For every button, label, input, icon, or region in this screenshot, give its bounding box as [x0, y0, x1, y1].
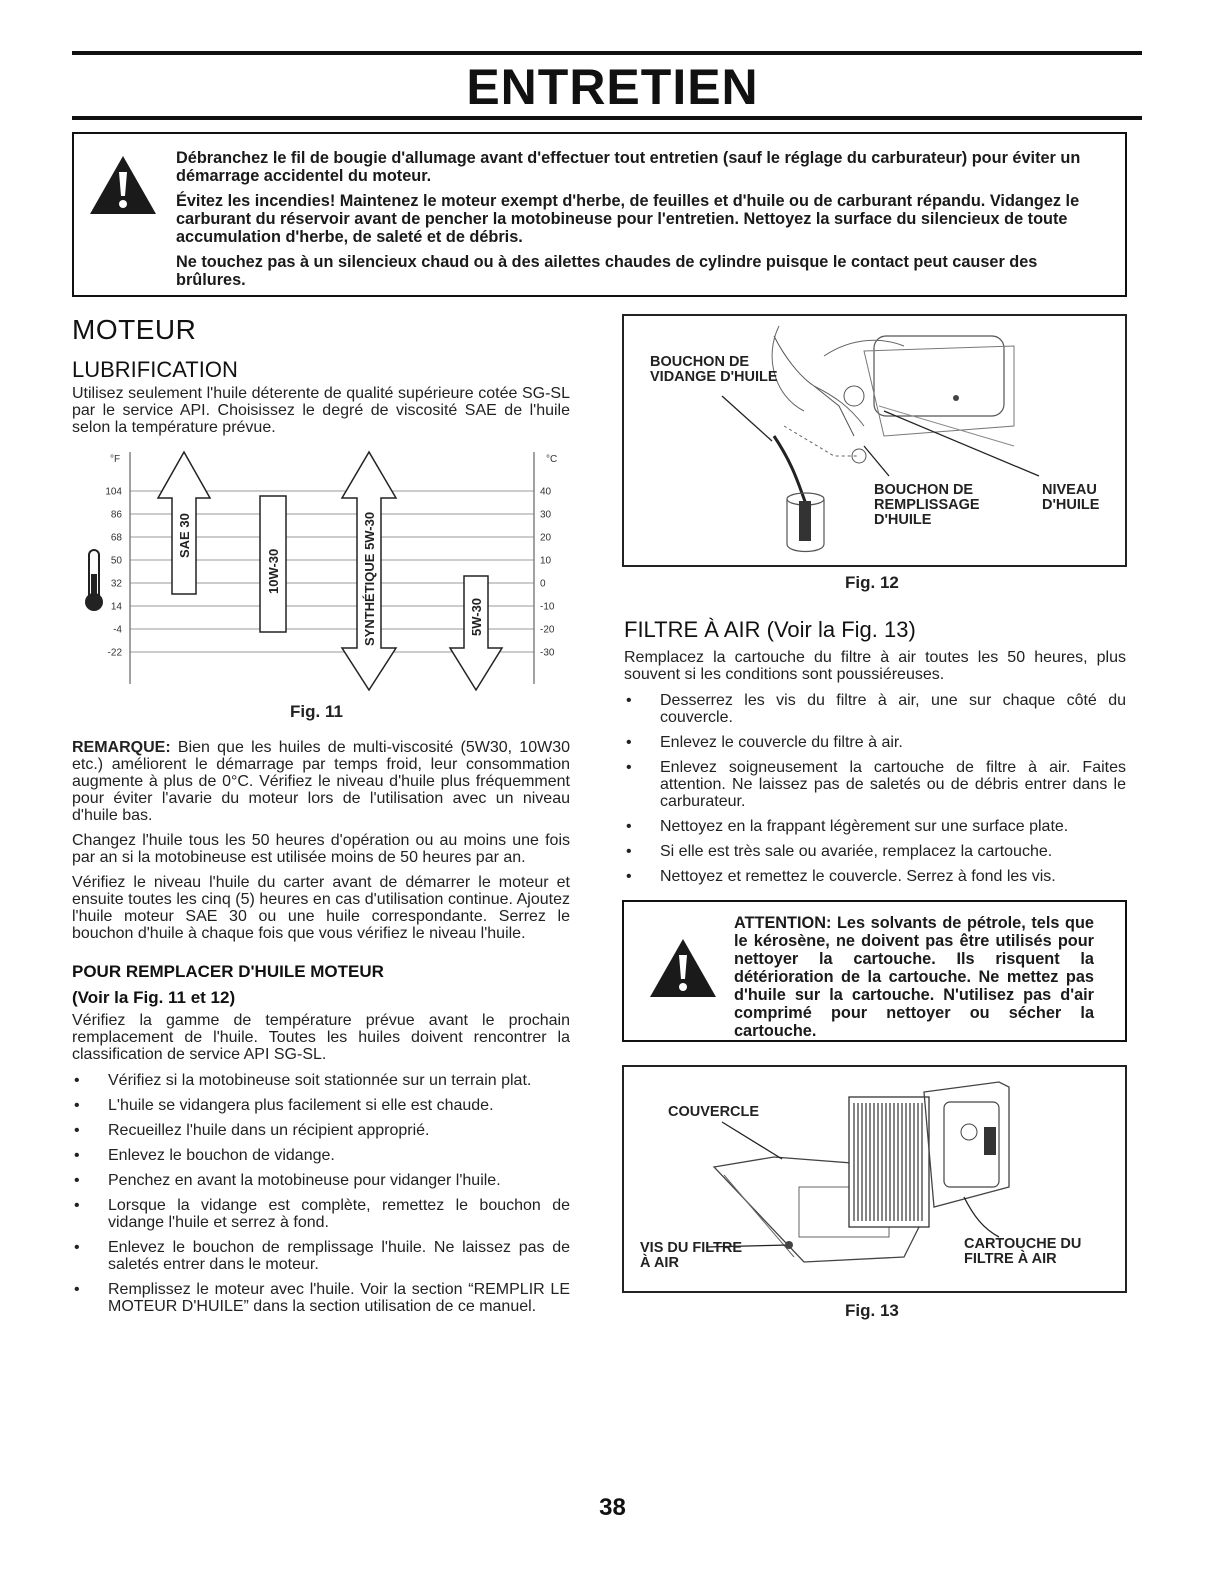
tick-label-c: -10 — [540, 601, 555, 613]
section-heading-moteur: MOTEUR — [72, 314, 197, 345]
list-item: • Penchez en avant la motobineuse pour vidanger l'huile. — [72, 1172, 570, 1189]
fig12-label-level: NIVEAU D'HUILE — [1042, 482, 1100, 513]
tick-label-f: 32 — [110, 578, 122, 590]
filtre-steps — [624, 692, 1126, 893]
warning-text-2: Évitez les incendies! Maintenez le moteur exempt d'herbe, de feuilles et d'huile ou de carburant répandu. Vidangez le carburant du réservoir avant de pencher la motobineuse pour l'entretien. Nettoyez la surface du silencieux de toute accumulation d'herbe, de saleté et de débris. — [176, 192, 1080, 246]
tick-label-f: 50 — [110, 555, 122, 567]
oil-check-text: Vérifiez le niveau l'huile du carter avant de démarrer le moteur et ensuite toutes les cinq (5) heures en cas d'utilisation continue. Ajoutez l'huile moteur SAE 30 ou une huile correspondante. Serrez le bouchon d'huile à chaque fois que vous vérifiez le niveau l'huile. — [72, 874, 570, 942]
attention-text: ATTENTION: Les solvants de pétrole, tels que le kérosène, ne doivent pas être utilisés pour nettoyer la cartouche. Ils risquent la détérioration de la cartouche. Ne mettez pas d'huile sur la cartouche. N'utilisez pas d'air comprimé pour nettoyer ou sécher la cartouche. — [734, 914, 1094, 1040]
fig12-caption: Fig. 12 — [845, 573, 899, 592]
tick-label-f: 86 — [110, 509, 122, 521]
tick-label-c: 40 — [540, 486, 552, 498]
fig12-label-drain: BOUCHON DE VIDANGE D'HUILE — [650, 354, 778, 385]
grade-label-sae30: SAE 30 — [177, 513, 192, 558]
unit-celsius: °C — [546, 454, 558, 465]
list-item: • L'huile se vidangera plus facilement si elle est chaude. — [72, 1097, 570, 1114]
tick-label-c: -20 — [540, 624, 555, 636]
tick-label-c: 20 — [540, 532, 552, 544]
fig13-label-screw: VIS DU FILTRE À AIR — [640, 1240, 743, 1271]
thermometer-icon — [85, 550, 103, 611]
oil-change-text: Changez l'huile tous les 50 heures d'opération ou au moins une fois par an si la motobineuse est utilisée moins de 50 heures par an. — [72, 832, 570, 866]
remarque-label: REMARQUE: — [72, 739, 171, 756]
fig12-box — [622, 314, 1127, 567]
attention-box — [622, 900, 1127, 1042]
grade-label-5w30: 5W-30 — [469, 597, 484, 636]
list-item: • Vérifiez si la motobineuse soit stationnée sur un terrain plat. — [72, 1072, 570, 1089]
unit-fahrenheit: °F — [110, 454, 121, 465]
page-title: ENTRETIEN — [466, 59, 759, 115]
list-item: • Enlevez le bouchon de vidange. — [72, 1147, 570, 1164]
replace-oil-steps — [72, 1072, 570, 1323]
warning-text-1: Débranchez le fil de bougie d'allumage avant d'effectuer tout entretien (sauf le réglage du carburateur) pour éviter un démarrage accidentel du moteur. — [176, 149, 1081, 185]
fig11-caption: Fig. 11 — [290, 702, 343, 721]
warning-triangle-icon — [648, 937, 718, 999]
filtre-intro: Remplacez la cartouche du filtre à air toutes les 50 heures, plus souvent si les conditions sont poussiéreuses. — [624, 649, 1126, 683]
grade-label-synthetique: SYNTHÉTIQUE 5W-30 — [362, 511, 377, 646]
grade-label-10w30: 10W-30 — [266, 548, 281, 594]
viscosity-chart — [72, 446, 572, 696]
remarque-text: Bien que les huiles de multi-viscosité (5W30, 10W30 etc.) améliorent le démarrage par temps froid, leur consommation augmente à plus de 0°C. Vérifiez le niveau d'huile plus fréquemment pour éviter l'avarie du moteur lors de l'utilisation avec un niveau d'huile bas. — [72, 739, 570, 824]
replace-oil-intro: Vérifiez la gamme de température prévue avant le prochain remplacement de l'huile. Toutes les huiles doivent rencontrer la classification de service API SG-SL. — [72, 1012, 570, 1063]
tick-label-f: 104 — [105, 486, 122, 498]
tick-label-c: 10 — [540, 555, 552, 567]
title-rule — [72, 116, 1142, 120]
list-item: • Enlevez le couvercle du filtre à air. — [624, 734, 1126, 751]
fig13-caption: Fig. 13 — [845, 1301, 899, 1320]
list-item: • Nettoyez en la frappant légèrement sur une surface plate. — [624, 818, 1126, 835]
list-item: • Recueillez l'huile dans un récipient approprié. — [72, 1122, 570, 1139]
grade-5w30 — [450, 576, 502, 690]
grade-synthetique-5w30 — [342, 452, 396, 690]
lubrification-intro: Utilisez seulement l'huile déterente de qualité supérieure cotée SG-SL par le service API. Choisissez le degré de viscosité SAE de l'huile selon la température prévue. — [72, 385, 570, 436]
replace-oil-heading: POUR REMPLACER D'HUILE MOTEUR — [72, 962, 384, 981]
grade-sae30 — [158, 452, 210, 594]
list-item: • Lorsque la vidange est complète, remettez le bouchon de vidange l'huile et serrez à fond. — [72, 1197, 570, 1231]
subheading-filtre: FILTRE À AIR (Voir la Fig. 13) — [624, 617, 916, 642]
warning-box — [72, 132, 1127, 297]
warning-triangle-icon — [88, 154, 158, 216]
grade-10w30 — [260, 496, 286, 632]
list-item: • Enlevez le bouchon de remplissage l'huile. Ne laissez pas de saletés entrer dans le moteur. — [72, 1239, 570, 1273]
fig13-label-cover: COUVERCLE — [668, 1104, 760, 1120]
tick-label-f: 14 — [110, 601, 122, 613]
warning-text-3: Ne touchez pas à un silencieux chaud ou à des ailettes chaudes de cylindre puisque le contact peut causer des brûlures. — [176, 253, 1038, 289]
fig12-label-fill: BOUCHON DE REMPLISSAGE D'HUILE — [874, 482, 980, 528]
tick-label-f: -4 — [113, 624, 122, 636]
maintenance-text — [72, 739, 570, 950]
tick-label-c: -30 — [540, 647, 555, 659]
list-item: • Remplissez le moteur avec l'huile. Voir la section “REMPLIR LE MOTEUR D'HUILE” dans la section utilisation de ce manuel. — [72, 1281, 570, 1315]
list-item: • Si elle est très sale ou avariée, remplacez la cartouche. — [624, 843, 1126, 860]
warning-text — [176, 149, 1088, 296]
page-number: 38 — [599, 1494, 626, 1521]
replace-oil-subheading: (Voir la Fig. 11 et 12) — [72, 988, 236, 1007]
tick-label-f: -22 — [107, 647, 122, 659]
subheading-lubrification: LUBRIFICATION — [72, 357, 238, 382]
tick-label-c: 0 — [540, 578, 546, 590]
list-item: • Desserrez les vis du filtre à air, une sur chaque côté du couvercle. — [624, 692, 1126, 726]
fig13-box — [622, 1065, 1127, 1293]
fig13-label-cartridge: CARTOUCHE DU FILTRE À AIR — [964, 1236, 1082, 1267]
tick-label-c: 30 — [540, 509, 552, 521]
list-item: • Enlevez soigneusement la cartouche de filtre à air. Faites attention. Ne laissez pas de saletés ou de débris entrer dans le carburateur. — [624, 759, 1126, 810]
top-rule — [72, 51, 1142, 55]
tick-label-f: 68 — [110, 532, 122, 544]
list-item: • Nettoyez et remettez le couvercle. Serrez à fond les vis. — [624, 868, 1126, 885]
